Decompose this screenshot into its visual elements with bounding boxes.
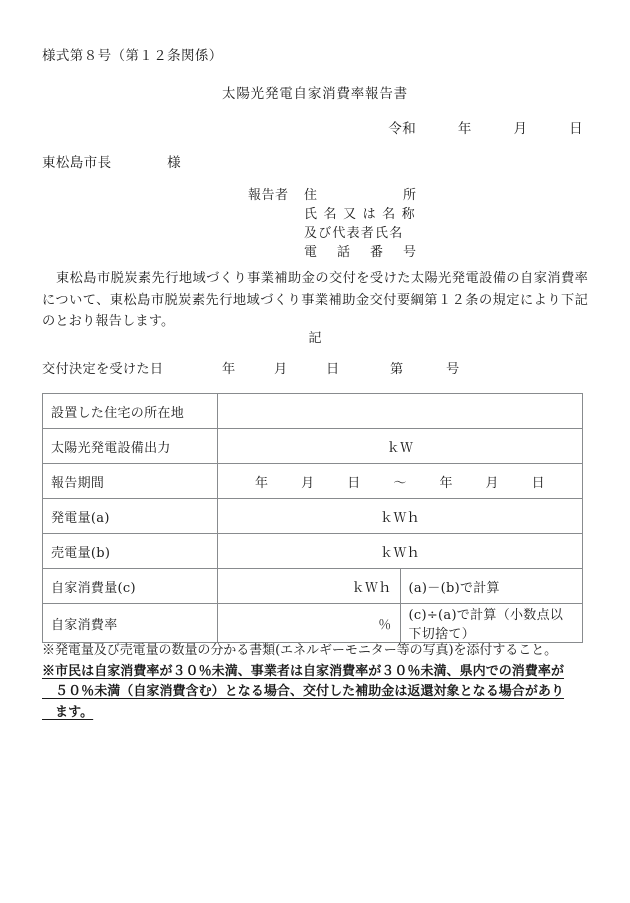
table-row — [43, 394, 583, 429]
footnote-refund-warning — [42, 662, 590, 724]
row-value-generation-amount[interactable]: ｋＷｈ — [218, 499, 583, 534]
footnote-refund-warning-line-1: ※市民は自家消費率が３０％未満、事業者は自家消費率が３０％未満、県内での消費率が — [42, 663, 565, 679]
row-label-install-location: 設置した住宅の所在地 — [43, 394, 218, 429]
row-label-self-consumption-amount: 自家消費量(c) — [43, 569, 218, 604]
period-start-month: 月 — [301, 475, 315, 491]
reporter-phone-label — [304, 243, 416, 262]
table-row — [43, 429, 583, 464]
reporter-address-label — [304, 186, 416, 205]
row-label-pv-output: 太陽光発電設備出力 — [43, 429, 218, 464]
row-value-pv-output[interactable]: ｋＷ — [218, 429, 583, 464]
submission-date-line: 令和 年 月 日 — [388, 121, 583, 137]
row-note-self-consumption-amount: (a)－(b)で計算 — [400, 569, 583, 604]
row-label-sold-amount: 売電量(b) — [43, 534, 218, 569]
reporter-phone-char-2: 話 — [336, 245, 350, 260]
grant-decision-number-suffix: 号 — [446, 362, 460, 377]
row-value-sold-amount[interactable]: ｋＷｈ — [218, 534, 583, 569]
reporter-row-phone — [248, 243, 416, 262]
footnotes — [42, 641, 590, 723]
reporter-tag: 報告者 — [248, 188, 289, 203]
footnote-refund-warning-line-3: ます。 — [42, 704, 94, 720]
grant-decision-number-prefix: 第 — [390, 362, 404, 377]
grant-decision-year: 年 — [222, 362, 236, 377]
report-period-range — [255, 472, 545, 491]
reporter-row-representative — [248, 224, 416, 243]
row-value-report-period[interactable] — [218, 464, 583, 499]
grant-decision-day: 日 — [326, 362, 340, 377]
period-end-year: 年 — [439, 475, 453, 491]
document-title: 太陽光発電自家消費率報告書 — [222, 86, 408, 102]
row-label-generation-amount: 発電量(a) — [43, 499, 218, 534]
grant-decision-month: 月 — [274, 362, 288, 377]
reporter-name-label: 氏 名 又 は 名 称 — [304, 207, 416, 222]
grant-decision-label: 交付決定を受けた日 — [42, 362, 164, 377]
reporter-row-address — [248, 186, 416, 205]
row-label-report-period: 報告期間 — [43, 464, 218, 499]
table-row — [43, 499, 583, 534]
period-tilde: 〜 — [393, 475, 407, 491]
body-paragraph: 東松島市脱炭素先行地域づくり事業補助金の交付を受けた太陽光発電設備の自家消費率について、東松島市脱炭素先行地域づくり事業補助金交付要綱第１２条の規定により下記のとおり報告します。 — [42, 271, 588, 329]
row-value-install-location[interactable] — [218, 394, 583, 429]
row-label-self-consumption-rate: 自家消費率 — [43, 604, 218, 643]
reporter-phone-char-4: 号 — [402, 245, 416, 260]
ki-marker: 記 — [308, 331, 322, 346]
report-table — [42, 393, 583, 643]
reporter-address-char-1: 住 — [304, 188, 318, 203]
table-row — [43, 534, 583, 569]
row-note-self-consumption-rate: (c)÷(a)で計算（小数点以下切捨て） — [400, 604, 583, 643]
footnote-refund-warning-line-2: ５０％未満（自家消費含む）となる場合、交付した補助金は返還対象となる場合があり — [42, 684, 565, 699]
reporter-block — [248, 186, 416, 262]
table-row — [43, 464, 583, 499]
addressee-line: 東松島市長 様 — [42, 155, 181, 171]
grant-decision-line — [42, 358, 472, 377]
reporter-representative-label: 及び代表者氏名 — [304, 226, 404, 241]
form-number: 様式第８号（第１２条関係） — [42, 48, 223, 64]
period-end-month: 月 — [485, 475, 499, 491]
period-end-day: 日 — [531, 475, 545, 491]
reporter-row-name — [248, 205, 416, 224]
reporter-phone-char-3: 番 — [369, 245, 383, 260]
table-row — [43, 604, 583, 643]
period-start-year: 年 — [255, 475, 269, 491]
table-row — [43, 569, 583, 604]
reporter-phone-char-1: 電 — [304, 245, 318, 260]
footnote-attachment-requirement: ※発電量及び売電量の数量の分かる書類(エネルギーモニター等の写真)を添付すること。 — [42, 643, 558, 658]
reporter-address-char-2: 所 — [402, 188, 416, 203]
row-unit-self-consumption-amount[interactable]: ｋＷｈ — [218, 569, 401, 604]
period-start-day: 日 — [347, 475, 361, 491]
row-unit-self-consumption-rate[interactable]: ％ — [218, 604, 401, 643]
